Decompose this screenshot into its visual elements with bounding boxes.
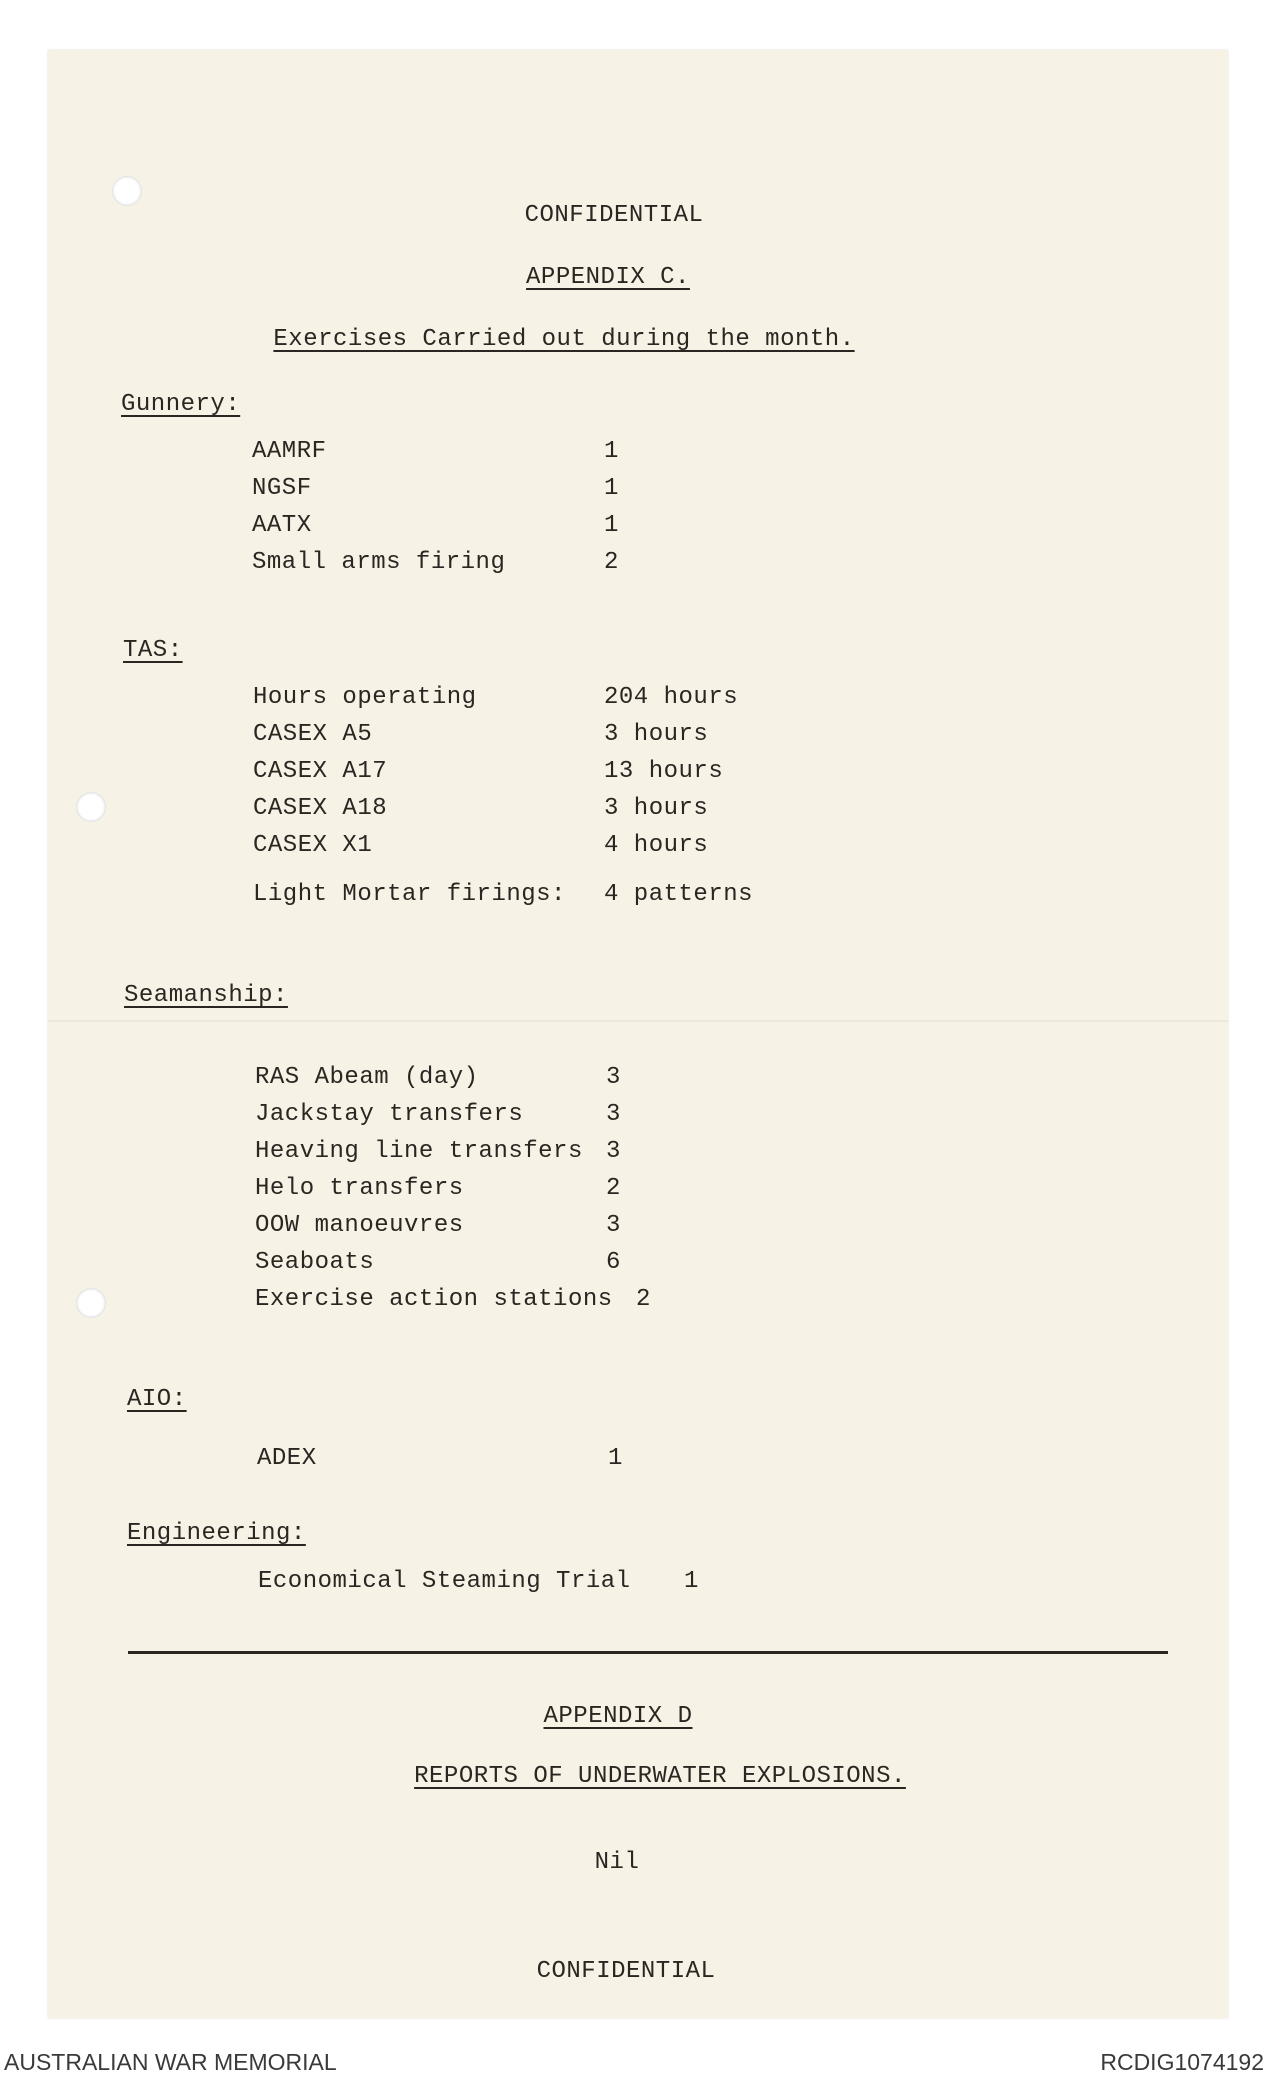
- seamanship-item-label: Exercise action stations: [255, 1286, 613, 1313]
- seamanship-item-value: 6: [606, 1249, 621, 1276]
- appendix-d-subtitle: REPORTS OF UNDERWATER EXPLOSIONS.: [414, 1763, 906, 1790]
- aio-heading: AIO:: [127, 1386, 187, 1413]
- appendix-c-title: APPENDIX C.: [526, 264, 690, 291]
- seamanship-item-label: OOW manoeuvres: [255, 1212, 464, 1239]
- tas-item-label: CASEX X1: [253, 832, 373, 859]
- seamanship-item-label: Heaving line transfers: [255, 1138, 583, 1165]
- tas-item-label: Light Mortar firings:: [253, 881, 566, 908]
- seamanship-item-value: 2: [606, 1175, 621, 1202]
- seamanship-item-label: Jackstay transfers: [255, 1101, 524, 1128]
- punch-hole-middle: [76, 792, 106, 822]
- tas-item-label: CASEX A17: [253, 758, 388, 785]
- tas-item-value: 3 hours: [604, 795, 709, 822]
- tas-item-value: 204 hours: [604, 684, 739, 711]
- gunnery-item-value: 1: [604, 512, 619, 539]
- appendix-c-subtitle: Exercises Carried out during the month.: [273, 326, 855, 353]
- tas-item-value: 3 hours: [604, 721, 709, 748]
- gunnery-heading: Gunnery:: [121, 391, 241, 418]
- seamanship-item-label: Helo transfers: [255, 1175, 464, 1202]
- seamanship-heading: Seamanship:: [124, 982, 288, 1009]
- engineering-item-value: 1: [684, 1568, 699, 1595]
- confidential-footer: CONFIDENTIAL: [536, 1958, 716, 1985]
- tas-item-label: CASEX A5: [253, 721, 373, 748]
- gunnery-item-label: NGSF: [252, 475, 312, 502]
- aio-item-label: ADEX: [257, 1445, 317, 1472]
- section-divider: [128, 1651, 1168, 1654]
- gunnery-item-value: 1: [604, 475, 619, 502]
- archive-institution: AUSTRALIAN WAR MEMORIAL: [4, 2049, 337, 2075]
- tas-item-label: CASEX A18: [253, 795, 388, 822]
- punch-hole-top: [112, 176, 142, 206]
- gunnery-item-label: Small arms firing: [252, 549, 506, 576]
- seamanship-item-value: 3: [606, 1212, 621, 1239]
- engineering-item-label: Economical Steaming Trial: [258, 1568, 631, 1595]
- tas-item-label: Hours operating: [253, 684, 477, 711]
- tas-heading: TAS:: [123, 637, 183, 664]
- fold-line: [48, 1020, 1228, 1022]
- gunnery-item-label: AAMRF: [252, 438, 327, 465]
- gunnery-item-value: 2: [604, 549, 619, 576]
- gunnery-item-value: 1: [604, 438, 619, 465]
- engineering-heading: Engineering:: [127, 1520, 306, 1547]
- appendix-d-body: Nil: [594, 1849, 640, 1876]
- confidential-header: CONFIDENTIAL: [524, 202, 704, 229]
- seamanship-item-value: 3: [606, 1138, 621, 1165]
- tas-item-value: 4 hours: [604, 832, 709, 859]
- tas-item-value: 13 hours: [604, 758, 724, 785]
- seamanship-item-label: RAS Abeam (day): [255, 1064, 479, 1091]
- gunnery-item-label: AATX: [252, 512, 312, 539]
- appendix-d-title: APPENDIX D: [543, 1703, 693, 1730]
- seamanship-item-value: 3: [606, 1064, 621, 1091]
- seamanship-item-value: 2: [636, 1286, 651, 1313]
- seamanship-item-label: Seaboats: [255, 1249, 375, 1276]
- punch-hole-lower: [76, 1288, 106, 1318]
- tas-item-value: 4 patterns: [604, 881, 754, 908]
- archive-reference: RCDIG1074192: [1100, 2049, 1264, 2075]
- aio-item-value: 1: [608, 1445, 623, 1472]
- seamanship-item-value: 3: [606, 1101, 621, 1128]
